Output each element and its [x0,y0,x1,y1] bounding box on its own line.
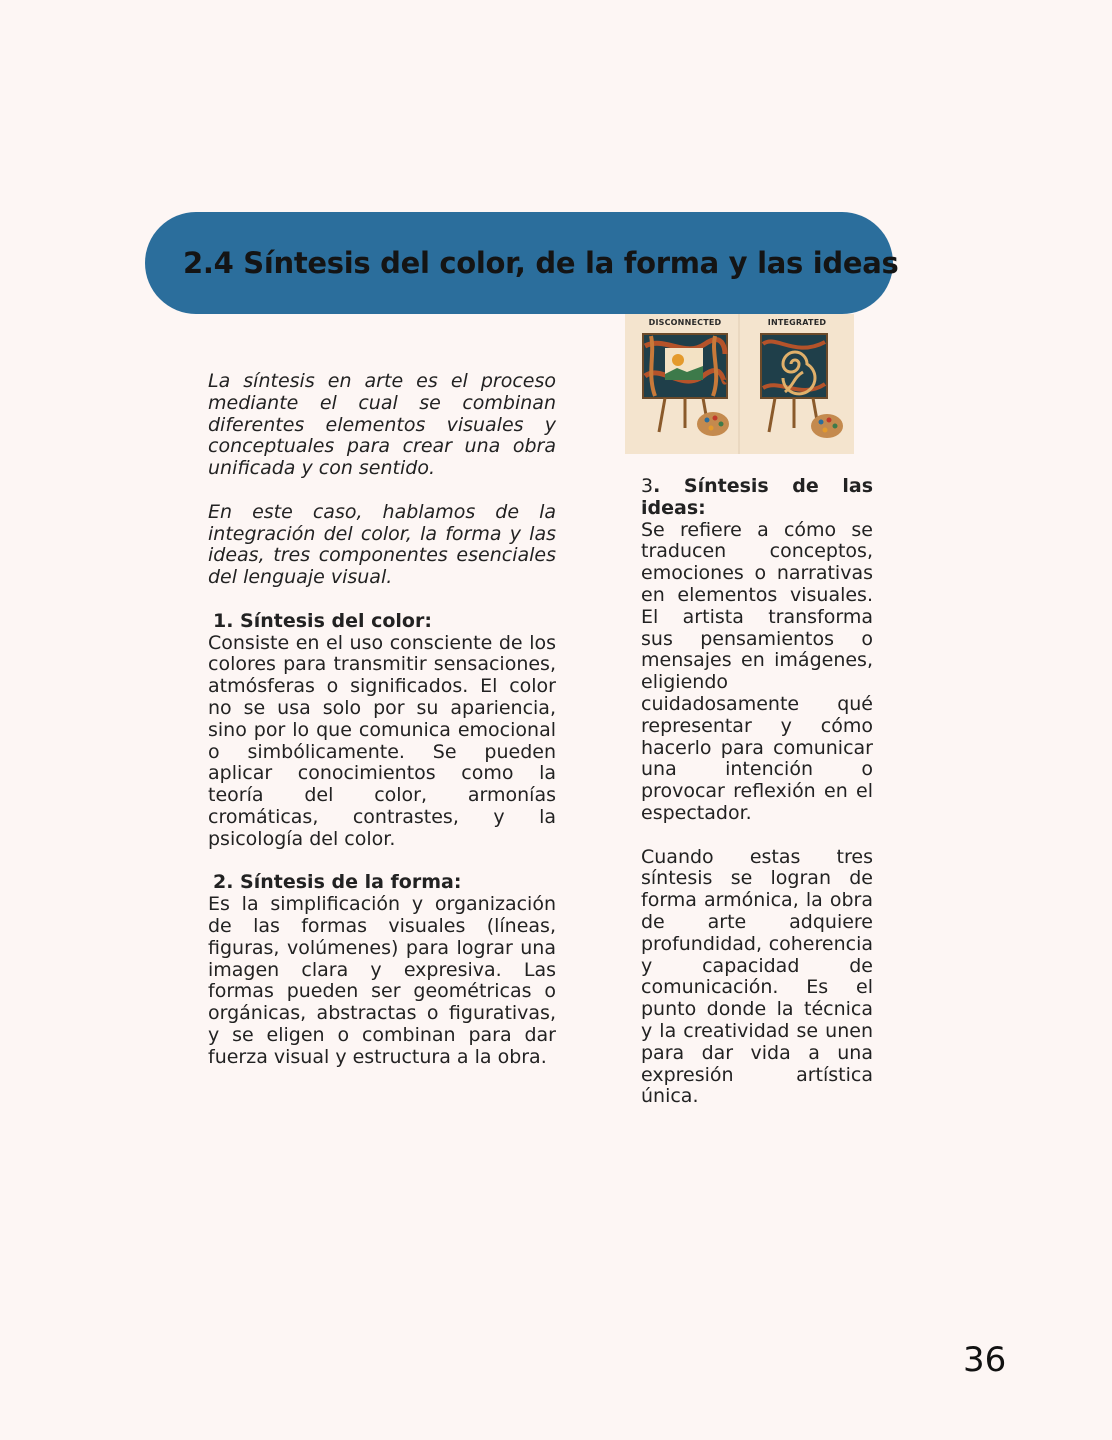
left-column [208,371,556,1069]
section-ideas-heading-text: . Síntesis de las ideas: [641,475,873,519]
section-color-body: Consiste en el uso consciente de los colores para transmitir sensaciones, atmósferas o significados. El color no se usa solo por su apariencia, sino por lo que comunica emocional o simbólicamente. Se pueden aplicar conocimientos como la teoría del color, armonías cromáticas, contrastes, y la psicología del color. [208,631,556,850]
section-ideas [641,476,873,825]
integrated-painting [761,334,843,438]
section-ideas-number: 3 [641,475,654,497]
section-form [208,872,556,1068]
form-content-illustration [625,314,854,454]
section-title: 2.4 Síntesis del color, de la forma y las ideas [183,246,899,280]
section-color [208,611,556,851]
easel-paintings-image [625,314,854,454]
disconnected-painting [643,334,729,436]
integrated-label: INTEGRATED [767,318,827,327]
section-form-heading: 2. Síntesis de la forma: [213,871,462,894]
section-form-body: Es la simplificación y organización de las formas visuales (líneas, figuras, volúmenes) para lograr una imagen clara y expresiva. Las formas pueden ser geométricas o orgánicas, abstractas o figurativas, y se eligen o combinan para dar fuerza visual y estructura a la obra. [208,893,556,1068]
intro-paragraph-2: En este caso, hablamos de la integración del color, la forma y las ideas, tres componentes esenciales del lenguaje visual. [208,500,556,589]
section-color-heading: 1. Síntesis del color: [213,609,432,632]
right-column [641,476,873,1108]
section-title-banner [145,212,899,314]
page-number: 36 [963,1340,1007,1380]
intro-paragraph-1: La síntesis en arte es el proceso mediante el cual se combinan diferentes elementos visuales y conceptuales para crear una obra unificada y con sentido. [208,370,556,480]
conclusion-paragraph: Cuando estas tres síntesis se logran de forma armónica, la obra de arte adquiere profundidad, coherencia y capacidad de comunicación. Es el punto donde la técnica y la creatividad se unen para dar vida a una expresión artística única. [641,845,873,1108]
disconnected-label: DISCONNECTED [648,318,722,327]
section-ideas-heading [641,476,873,520]
section-ideas-body: Se refiere a cómo se traducen conceptos, emociones o narrativas en elementos visuales. El artista transforma sus pensamientos o mensajes en imágenes, eligiendo cuidadosamente qué representar y cómo hacerlo para comunicar una intención o provocar reflexión en el espectador. [641,518,873,824]
